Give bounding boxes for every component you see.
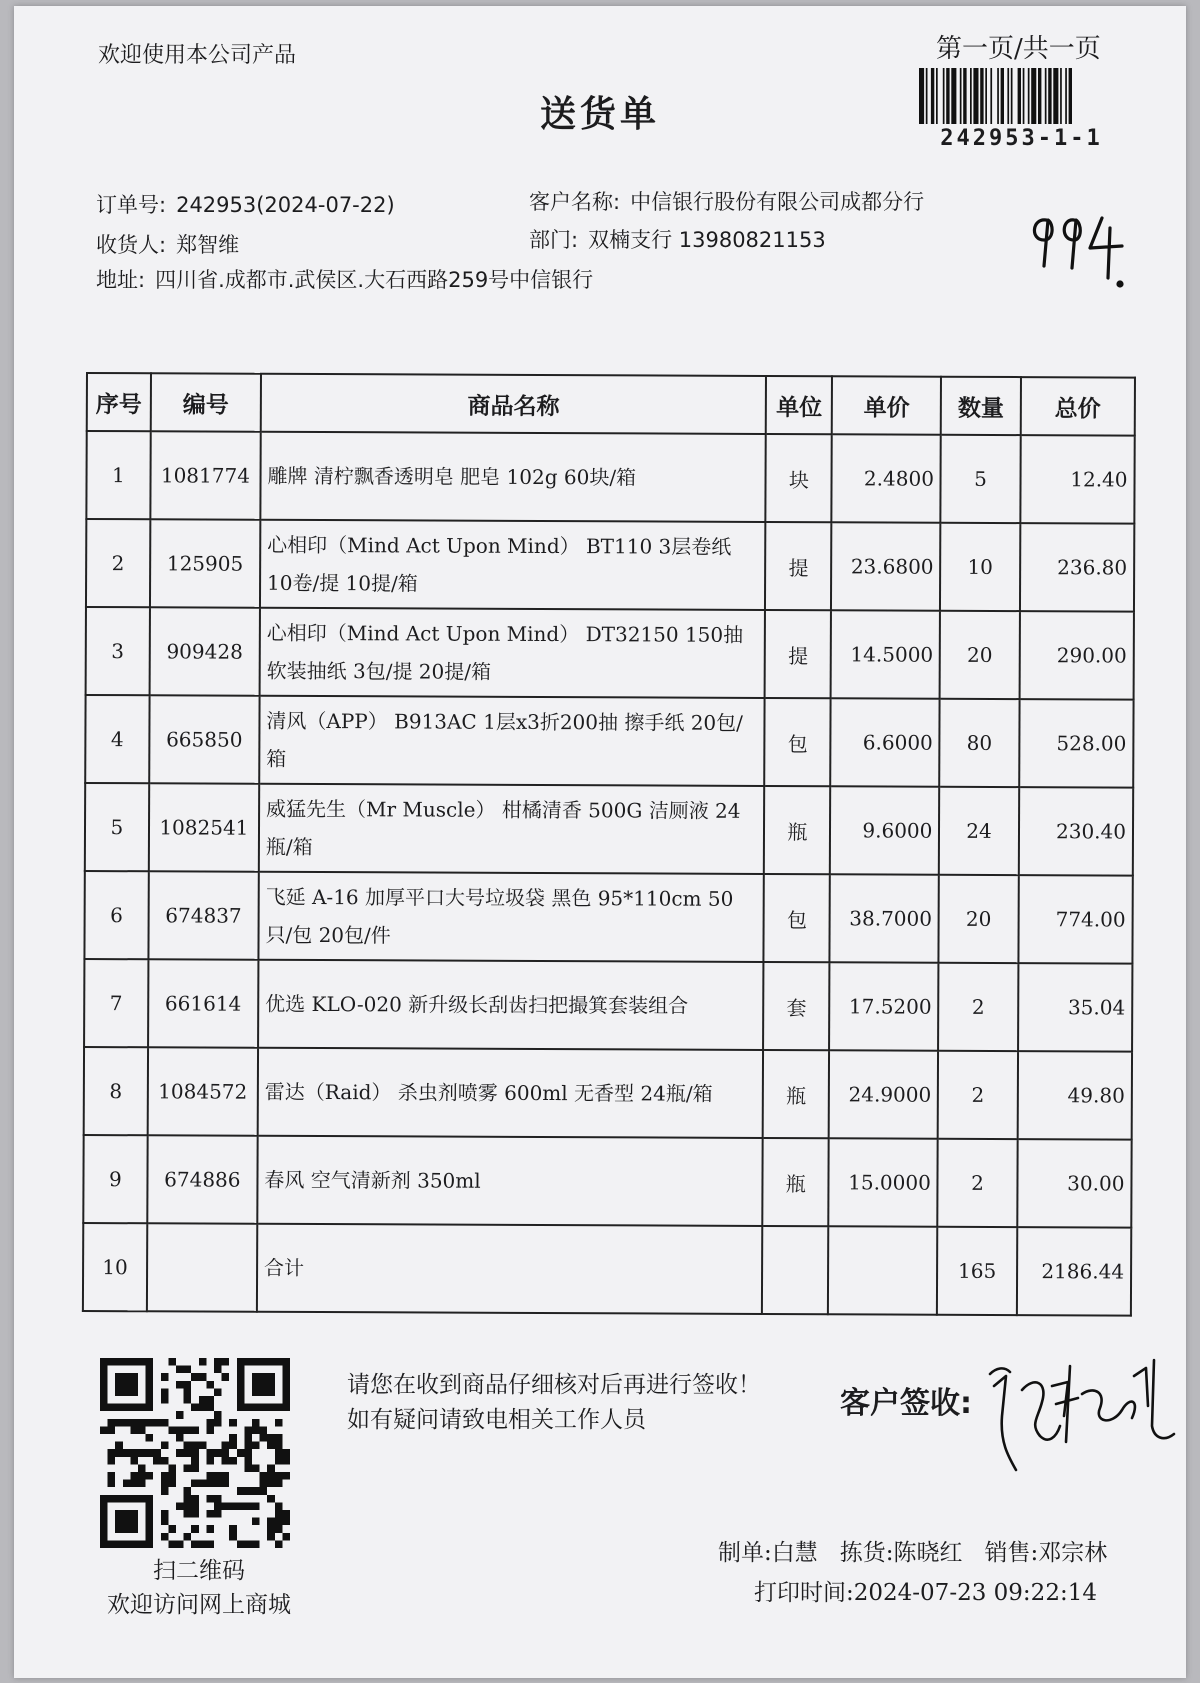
cell-no: 10	[83, 1223, 147, 1311]
col-header-no: 序号	[87, 373, 151, 431]
cell-price: 24.9000	[829, 1050, 938, 1138]
table-row	[86, 519, 1134, 612]
dept-label: 部门:	[529, 228, 579, 252]
cell-name: 雷达（Raid） 杀虫剂喷雾 600ml 无香型 24瓶/箱	[258, 1048, 764, 1138]
summary-row	[83, 1223, 1131, 1316]
receiver	[96, 229, 239, 259]
table-row	[86, 431, 1134, 524]
cell-total: 30.00	[1017, 1139, 1132, 1227]
cell-name: 雕牌 清柠飘香透明皂 肥皂 102g 60块/箱	[260, 432, 766, 522]
qr-caption-line2: 欢迎访问网上商城	[107, 1592, 291, 1618]
page-indicator: 第一页/共一页	[936, 34, 1101, 64]
cell-unit: 套	[763, 962, 829, 1050]
dept-value: 双楠支行 13980821153	[588, 228, 826, 252]
cell-code: 909428	[149, 607, 260, 695]
cell-name: 心相印（Mind Act Upon Mind） DT32150 150抽 软装抽纸 3包/提 20提/箱	[260, 608, 766, 698]
cell-price	[828, 1226, 937, 1314]
staff-info	[718, 1534, 1107, 1567]
cell-total: 12.40	[1020, 435, 1135, 523]
items-table	[82, 372, 1136, 1317]
cell-no: 9	[83, 1135, 147, 1223]
customer-label: 客户名称:	[529, 190, 621, 214]
cell-no: 8	[84, 1047, 148, 1135]
table-header-row	[87, 373, 1135, 436]
cell-no: 6	[84, 871, 148, 959]
sales: 销售:邓宗林	[984, 1540, 1108, 1566]
document-title: 送货单	[539, 94, 660, 135]
cell-qty: 10	[940, 523, 1020, 611]
cell-total: 528.00	[1019, 699, 1134, 787]
cell-qty: 2	[938, 1139, 1018, 1227]
cell-name: 威猛先生（Mr Muscle） 柑橘清香 500G 洁厕液 24瓶/箱	[259, 784, 765, 874]
cell-name: 清风（APP） B913AC 1层x3折200抽 擦手纸 20包/箱	[259, 696, 765, 786]
delivery-note-sheet	[14, 6, 1186, 1678]
col-header-qty: 数量	[941, 377, 1021, 435]
cell-qty: 5	[941, 435, 1021, 523]
cell-unit: 提	[765, 522, 831, 610]
cell-qty: 2	[938, 1051, 1018, 1139]
address-value: 四川省.成都市.武侯区.大石西路259号中信银行	[155, 268, 594, 292]
cell-total: 49.80	[1017, 1051, 1132, 1139]
table-row	[86, 607, 1134, 700]
cell-unit: 瓶	[763, 1138, 829, 1226]
barcode-number: 242953-1-1	[940, 126, 1103, 151]
cell-qty: 165	[937, 1227, 1017, 1315]
table-row	[84, 959, 1132, 1052]
cell-no: 7	[84, 959, 148, 1047]
cell-price: 9.6000	[830, 786, 939, 874]
signature-icon	[982, 1346, 1182, 1486]
table-row	[85, 783, 1133, 876]
cell-total: 236.80	[1020, 523, 1135, 611]
cell-total: 230.40	[1018, 787, 1133, 875]
cell-no: 4	[85, 695, 149, 783]
cell-price: 17.5200	[829, 962, 938, 1050]
cell-unit	[762, 1226, 828, 1314]
maker: 制单:白慧	[718, 1540, 818, 1566]
address-label: 地址:	[96, 268, 146, 292]
cell-total: 774.00	[1018, 875, 1133, 963]
table-row	[85, 695, 1133, 788]
order-value: 242953(2024-07-22)	[176, 193, 395, 217]
cell-code: 665850	[149, 695, 260, 783]
cell-unit: 提	[765, 610, 831, 698]
cell-price: 15.0000	[829, 1138, 938, 1226]
cell-name: 春风 空气清新剂 350ml	[257, 1136, 763, 1226]
cell-qty: 80	[940, 699, 1020, 787]
order-label: 订单号:	[96, 193, 167, 217]
address	[96, 264, 593, 294]
cell-qty: 20	[939, 875, 1019, 963]
qr-caption	[74, 1554, 324, 1622]
cell-price: 14.5000	[831, 610, 940, 698]
customer-value: 中信银行股份有限公司成都分行	[630, 190, 925, 214]
cell-unit: 包	[764, 874, 830, 962]
barcode-icon	[919, 68, 1124, 124]
cell-code: 1084572	[147, 1047, 258, 1135]
cell-price: 6.6000	[830, 698, 939, 786]
receiver-label: 收货人:	[96, 233, 167, 257]
cell-total: 290.00	[1019, 611, 1134, 699]
cell-no: 2	[86, 519, 150, 607]
col-header-total: 总价	[1020, 377, 1135, 435]
handwritten-note-icon	[1024, 206, 1134, 296]
customer-sign-label: 客户签收:	[840, 1386, 972, 1421]
cell-unit: 瓶	[764, 786, 830, 874]
cell-name: 心相印（Mind Act Upon Mind） BT110 3层卷纸 10卷/提 10提/箱	[260, 520, 766, 610]
cell-code: 1082541	[149, 783, 260, 871]
print-time: 打印时间:2024-07-23 09:22:14	[754, 1580, 1097, 1606]
cell-name: 合计	[257, 1224, 763, 1314]
col-header-price: 单价	[832, 376, 941, 434]
cell-total: 35.04	[1018, 963, 1133, 1051]
cell-code: 1081774	[150, 431, 261, 519]
col-header-unit: 单位	[766, 376, 832, 434]
receiver-value: 郑智维	[176, 233, 240, 257]
cell-no: 3	[86, 607, 150, 695]
welcome-text: 欢迎使用本公司产品	[98, 43, 297, 68]
table-row	[84, 1047, 1132, 1140]
table-row	[84, 871, 1132, 964]
qr-code-icon	[100, 1358, 290, 1548]
cell-code: 125905	[150, 519, 261, 607]
cell-name: 优选 KLO-020 新升级长刮齿扫把撮箕套装组合	[258, 960, 764, 1050]
cell-unit: 块	[766, 434, 832, 522]
cell-code: 674837	[148, 871, 259, 959]
cell-unit: 包	[765, 698, 831, 786]
cell-no: 5	[85, 783, 149, 871]
cell-unit: 瓶	[763, 1050, 829, 1138]
cell-total: 2186.44	[1017, 1227, 1132, 1315]
cell-name: 飞延 A-16 加厚平口大号垃圾袋 黑色 95*110cm 50只/包 20包/件	[258, 872, 764, 962]
cell-code	[147, 1223, 258, 1311]
cell-price: 38.7000	[830, 874, 939, 962]
col-header-code: 编号	[151, 373, 261, 431]
col-header-name: 商品名称	[261, 374, 767, 434]
order-number	[96, 189, 395, 219]
cell-qty: 2	[938, 963, 1018, 1051]
customer-name	[529, 186, 924, 216]
cell-qty: 20	[940, 611, 1020, 699]
cell-price: 23.6800	[831, 522, 940, 610]
qr-caption-line1: 扫二维码	[153, 1558, 245, 1584]
sign-notice: 请您在收到商品仔细核对后再进行签收！如有疑问请致电相关工作人员	[347, 1372, 761, 1433]
cell-price: 2.4800	[832, 434, 941, 522]
picker: 拣货:陈晓红	[839, 1540, 963, 1566]
cell-qty: 24	[939, 787, 1019, 875]
cell-code: 661614	[148, 959, 259, 1047]
table-row	[83, 1135, 1131, 1228]
cell-no: 1	[86, 431, 150, 519]
cell-code: 674886	[147, 1135, 258, 1223]
department	[529, 224, 826, 254]
